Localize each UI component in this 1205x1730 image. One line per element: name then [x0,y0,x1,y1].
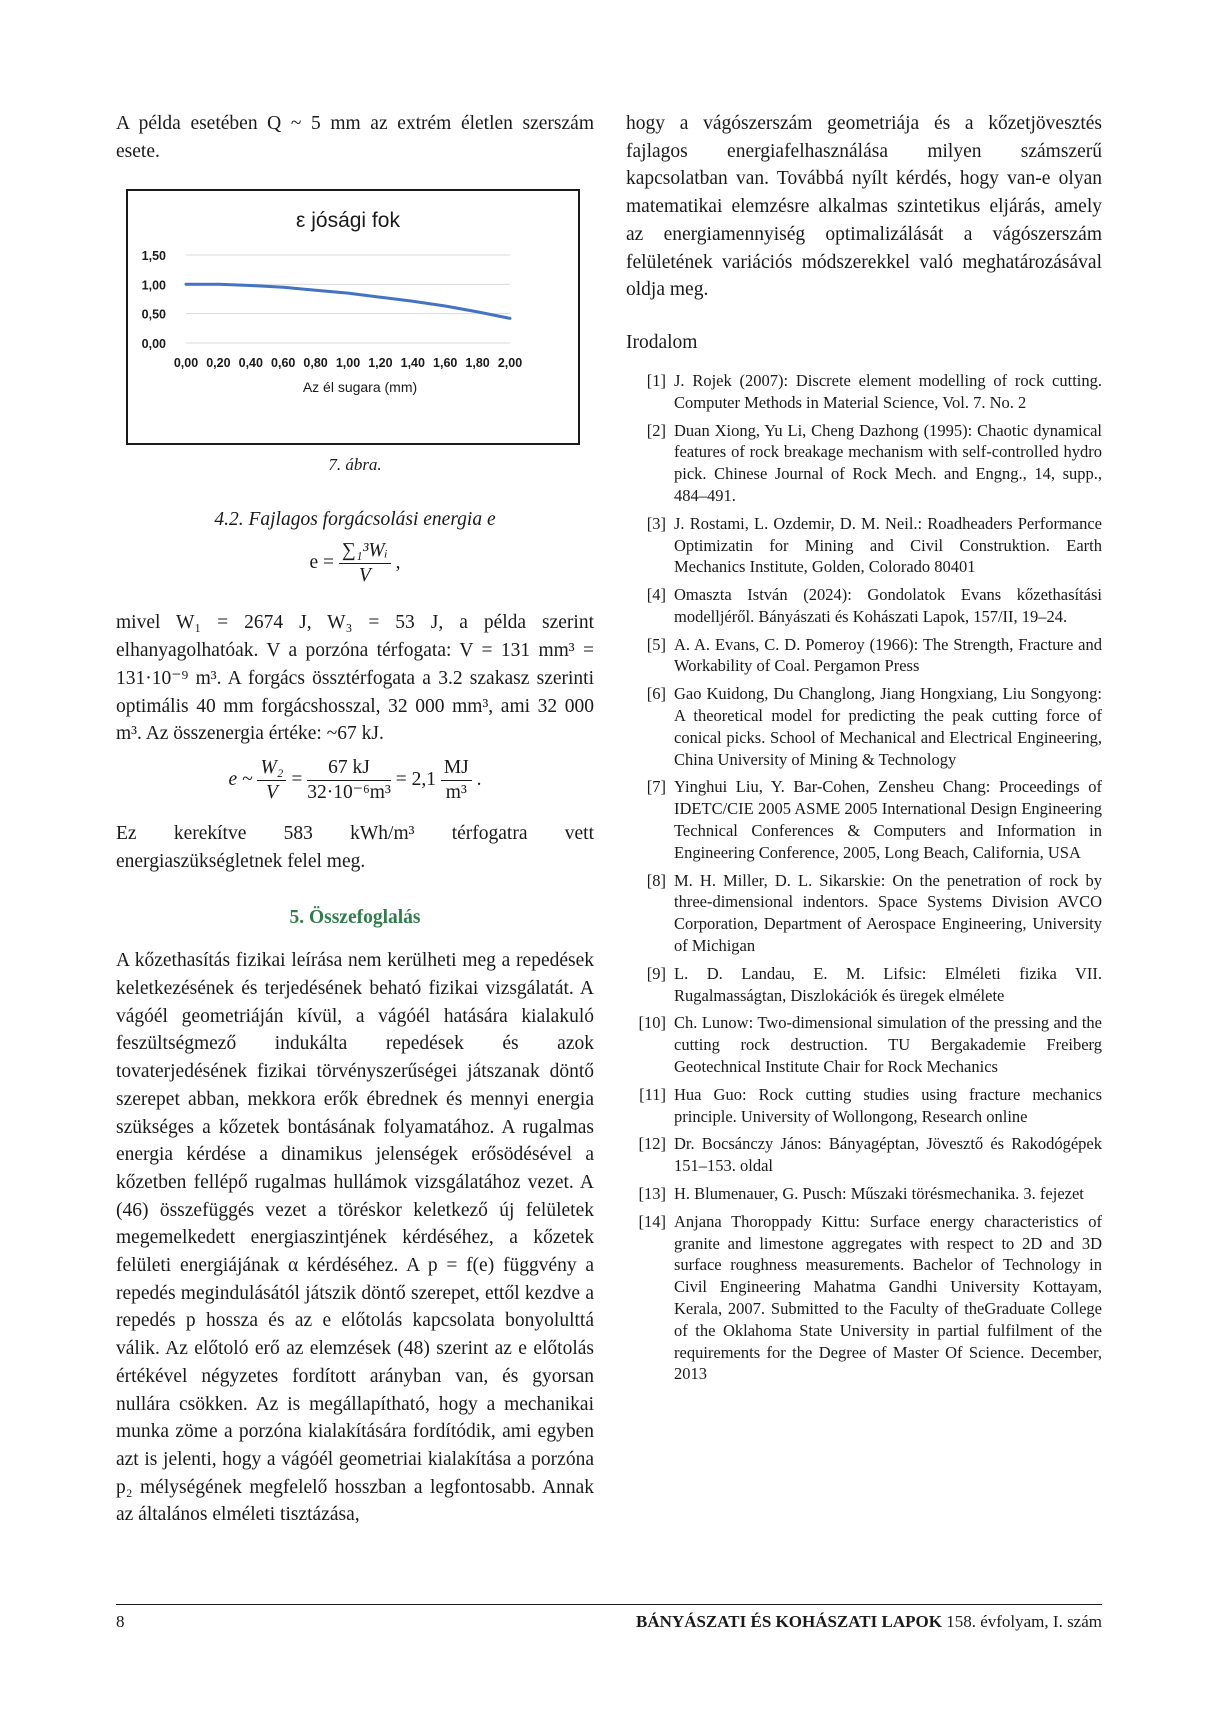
formula-energy-eq1: = [291,768,303,790]
footer-journal [636,1612,1102,1632]
footer-journal-name: BÁNYÁSZATI ÉS KOHÁSZATI LAPOK [636,1612,942,1631]
chart-x-tick-label: 1,80 [465,356,490,371]
reference-text: J. Rostami, L. Ozdemir, D. M. Neil.: Roadheaders Performance Optimizatin for Mining and Civil Construktion. Earth Mechanics Institute, Golden, Colorado 80401 [674,513,1102,577]
chart-x-tick-label: 1,60 [433,356,458,371]
left-column [116,110,594,1529]
reference-item [626,1012,1102,1077]
chart-x-tick-label: 0,80 [303,356,328,371]
formula-energy-frac3-num: MJ [441,756,472,781]
formula-energy-frac2-den: 32·10⁻⁶m³ [307,781,391,803]
reference-list [626,370,1102,1385]
reference-item [626,584,1102,628]
chart-x-tick-label: 1,20 [368,356,393,371]
right-column [626,110,1102,1391]
reference-item [626,1133,1102,1177]
reference-item [626,683,1102,770]
formula-e-trailing: , [395,552,401,574]
figure-caption: 7. ábra. [328,455,382,475]
formula-e-denominator: V [358,565,371,587]
reference-number: [14] [638,1211,666,1231]
chart-y-tick-label: 0,00 [141,337,166,352]
reference-number: [12] [638,1134,666,1154]
formula-energy-lhs: e ~ [228,768,253,790]
reference-number: [2] [646,420,666,440]
formula-e-numerator: ∑₁³Wᵢ [339,539,391,564]
formula-e-fraction [339,539,391,588]
reference-item [626,1183,1102,1205]
reference-item [626,776,1102,863]
chart-y-tick-label: 1,50 [141,249,166,264]
chart-svg [128,191,578,443]
reference-text: Dr. Bocsánczy János: Bányagéptan, Jövesztő és Rakodógépek 151–153. oldal [674,1134,1102,1176]
chart-x-tick-label: 1,00 [335,356,361,371]
reference-number: [10] [638,1013,666,1033]
reference-item [626,420,1102,507]
reference-text: M. H. Miller, D. L. Sikarskie: On the penetration of rock by three-dimensional indentors. Space Systems Division AVCO Corporation, Department of Aerospace Engineering, University of Michigan [674,870,1102,956]
reference-item [626,634,1102,678]
reference-text: Omaszta István (2024): Gondolatok Evans kőzethasítási modelljéről. Bányászati és Kohászati Lapok, 157/II, 19–24. [674,585,1102,626]
formula-e [116,539,594,601]
chart-x-tick-label: 2,00 [497,356,523,371]
reference-text: H. Blumenauer, G. Pusch: Műszaki törésmechanika. 3. fejezet [674,1184,1084,1204]
page-number: 8 [116,1612,125,1631]
reference-item [626,870,1102,957]
reference-text: Yinghui Liu, Y. Bar-Cohen, Zensheu Chang: Proceedings of IDETC/CIE 2005 ASME 2005 International Design Engineering Technical Conferences & Computers and Information in Engineering Conference, 2005, Long Beach, California, USA [674,777,1102,862]
formula-e-lhs: e = [309,552,335,574]
reference-text: Anjana Thoroppady Kittu: Surface energy characteristics of granite and limestone aggregates with respect to 2D and 3D surface roughness measurements. Bachelor of Technology in Civil Engineering Mahatma Gandhi University Kottayam, Kerala, 2007. Submitted to the Faculty of theGraduate College of the Oklahoma State University in partial fulfilment of the requirements for the Degree of Master Of Science. December, 2013 [674,1211,1102,1384]
chart-y-tick-label: 0,50 [141,308,166,323]
reference-text: Hua Guo: Rock cutting studies using fracture mechanics principle. University of Wollongong, Research online [674,1084,1102,1126]
reference-number: [4] [646,585,666,605]
references-title: Irodalom [626,331,698,353]
formula-energy-frac1-num: W₂ [257,756,286,781]
summary-paragraph: A kőzethasítás fizikai leírása nem kerülheti meg a repedések keletkezésének és terjedésének beható fizikai vizsgálatát. A vágóél geometriáján kívül, a vágóél hatására kialakuló feszültségmező indukálta repedések és azok tovaterjedésének fizikai törvényszerűségei játszanak döntő szerepet abban, mekkora erők ébrednek és mennyi energia szükséges a kőzetek bontásának folyamatához. A rugalmas energia kérdése a dinamikus jelenségek erősödésével a kőzetben fellépő rugalmas hullámok vizsgálatához vezet. A (46) összefüggés vezet a töréskor keletkező új felületek megemelkedett energiaszintjének kérdéséhez, a kőzetek felületi energiájának α kérdéséhez. A p = f(e) függvény a repedés megindulásától játszik döntő szerepet, ettől kezdve a repedés p hossza és az e előtolás kapcsolata bonyolulttá válik. Az előtoló erő az elemzések (48) szerint az e előtolás értékével négyzetes fordított arányban van, és gyorsan nullára csökken. Az is megállapítható, hogy a mechanikai munka zöme a porzóna kialakítására fordítódik, ami egyben azt is jelenti, hogy a vágóél geometriai kialakítása a porzóna p₂ mélységének megfelelő hosszban a legfontosabb. Annak az általános elméleti tisztázása, [116,950,594,1526]
formula-energy-eq2: = 2,1 [395,768,436,790]
reference-number: [5] [646,634,666,654]
reference-item [626,1084,1102,1128]
reference-number: [1] [646,370,666,390]
chart-title: ε jósági fok [296,209,400,233]
reference-item [626,963,1102,1007]
reference-text: A. A. Evans, C. D. Pomeroy (1966): The Strength, Fracture and Workability of Coal. Pergamon Press [674,634,1102,676]
reference-number: [8] [646,870,666,890]
chart-x-tick-label: 1,40 [400,356,425,371]
reference-text: L. D. Landau, E. M. Lifsic: Elméleti fizika VII. Rugalmasságtan, Diszlokációk és üregek elmélete [674,963,1102,1005]
chart-y-tick-label: 1,00 [141,278,166,293]
reference-number: [3] [646,513,666,533]
reference-text: Gao Kuidong, Du Changlong, Jiang Hongxiang, Liu Songyong: A theoretical model for predicting the peak cutting force of conical picks. School of Mechanical and Electrical Engineering, China University of Mining & Technology [674,684,1102,769]
chart-x-axis-label: Az él sugara (mm) [302,379,418,396]
chart-x-tick-label: 0,60 [271,356,296,371]
paragraph-after-formula-2: Ez kerekítve 583 kWh/m³ térfogatra vett energiaszükségletnek felel meg. [116,822,594,872]
footer-divider [116,1604,1102,1605]
intro-paragraph: A példa esetében Q ~ 5 mm az extrém életlen szerszám esete. [116,113,594,162]
section-title-summary: 5. Összefoglalás [289,907,421,929]
reference-item [626,370,1102,414]
chart-x-tick-label: 0,00 [173,356,199,371]
formula-energy-frac2 [307,756,391,805]
reference-number: [6] [646,684,666,704]
formula-energy-frac2-num: 67 kJ [307,756,391,781]
reference-number: [7] [646,777,666,797]
footer-issue: 158. évfolyam, I. szám [946,1612,1102,1631]
chart-x-tick-label: 0,20 [206,356,231,371]
subheading-4-2: 4.2. Fajlagos forgácsolási energia e [214,509,496,531]
formula-energy-frac3-den: m³ [445,781,467,803]
reference-text: J. Rojek (2007): Discrete element modelling of rock cutting. Computer Methods in Material Science, Vol. 7. No. 2 [674,370,1102,412]
reference-text: Ch. Lunow: Two-dimensional simulation of the pressing and the cutting rock destruction. TU Bergakademie Freiberg Geotechnical Institute Chair for Rock Mechanics [674,1013,1102,1077]
reference-text: Duan Xiong, Yu Li, Cheng Dazhong (1995): Chaotic dynamical features of rock breakage mechanism with self-controlled hydro pick. Chinese Journal of Rock Mech. and Engng., 14, supp., 484–491. [674,420,1102,505]
reference-number: [11] [639,1084,666,1104]
reference-item [626,1211,1102,1385]
formula-energy [116,756,594,812]
reference-number: [13] [638,1184,666,1204]
formula-energy-trailing: . [476,768,482,790]
chart-figure-7 [126,189,580,445]
paragraph-after-formula-1: mivel W₁ = 2674 J, W₃ = 53 J, a példa szerint elhanyagolhatóak. V a porzóna térfogata: V = 131 mm³ = 131·10⁻⁹ m³. A forgács össztérfogata a 3.2 szakasz szerinti optimális 40 mm forgácshosszal, 32 000 mm³, ami 32 000 m³. Az összenergia értéke: ~67 kJ. [116,612,594,745]
reference-number: [9] [646,963,666,983]
reference-item [626,513,1102,578]
formula-energy-frac1 [257,756,286,805]
continuation-paragraph: hogy a vágószerszám geometriája és a kőzetjövesztés fajlagos energiafelhasználása milyen számszerű kapcsolatban van. Továbbá nyílt kérdés, hogy van-e olyan matematikai elemzésre alkalmas szintetikus eljárás, amely az energiamennyiség optimalizálását a vágószerszám felületének variációs módszerekkel való meghatározásával oldja meg. [626,113,1102,301]
formula-energy-frac1-den: V [265,781,278,803]
formula-energy-frac3 [441,756,472,805]
chart-x-tick-label: 0,40 [238,356,263,371]
